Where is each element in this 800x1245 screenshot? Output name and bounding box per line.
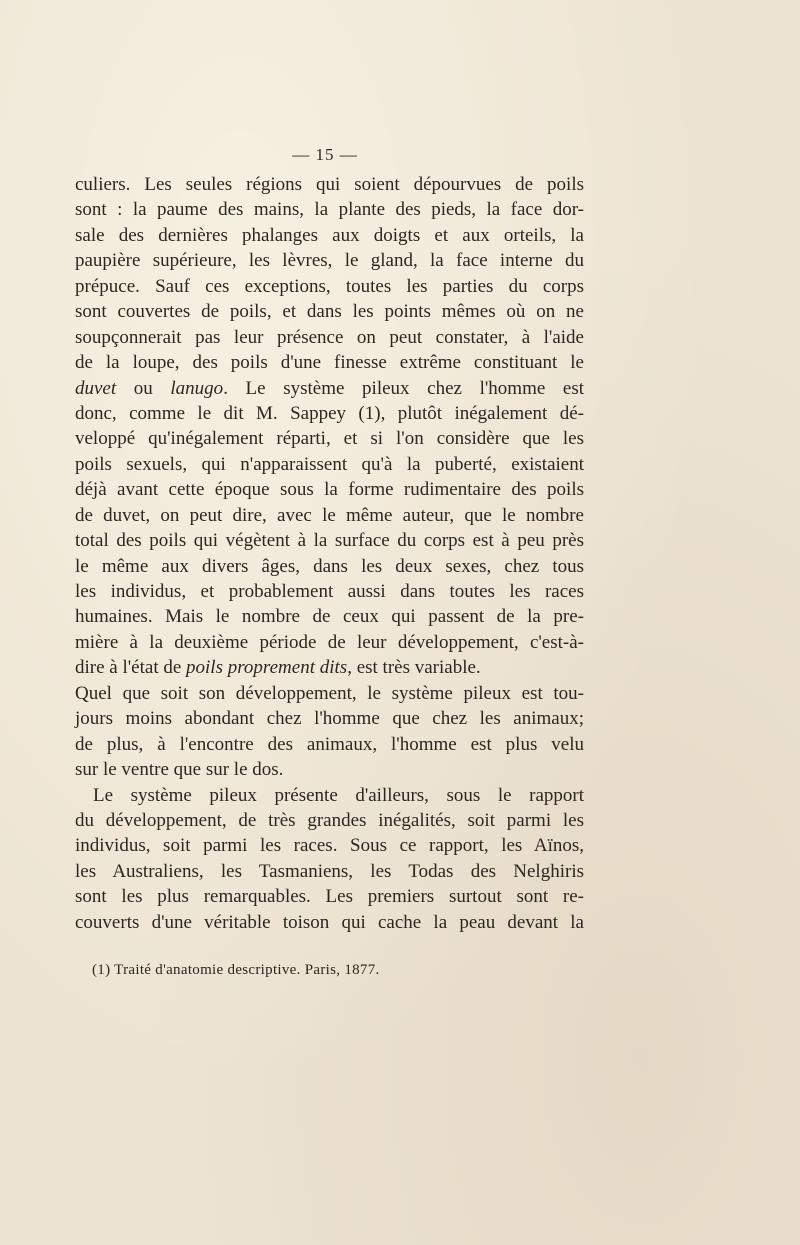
text-segment: ou xyxy=(116,377,171,399)
text-line: veloppé qu'inégalement réparti, et si l'on considère que les xyxy=(75,428,584,450)
text-line: du développement, de très grandes inégalités, soit parmi les xyxy=(75,809,584,831)
text-line: sont les plus remarquables. Les premiers surtout sont re- xyxy=(75,886,584,908)
text-line xyxy=(75,376,584,401)
text-line: de plus, à l'encontre des animaux, l'homme est plus velu xyxy=(75,733,584,755)
text-segment: dire à l'état de xyxy=(75,657,187,679)
text-line: de la loupe, des poils d'une finesse extrême constituant le xyxy=(75,352,584,374)
text-line: Le système pileux présente d'ailleurs, sous le rapport xyxy=(93,784,584,806)
text-line: culiers. Les seules régions qui soient dépourvues de poils xyxy=(75,174,584,195)
text-line: total des poils qui végètent à la surface du corps est à peu près xyxy=(75,530,584,552)
text-line: donc, comme le dit M. Sappey (1), plutôt inégalement dé- xyxy=(75,402,584,424)
text-line: de duvet, on peut dire, avec le même auteur, que le nombre xyxy=(75,504,584,526)
italic-term: lanugo xyxy=(170,377,224,399)
text-segment: , est très variable. xyxy=(347,657,481,679)
italic-term: poils proprement dits xyxy=(186,657,348,679)
text-line: jours moins abondant chez l'homme que chez les animaux; xyxy=(75,708,584,730)
text-line: sont couvertes de poils, et dans les points mêmes où on ne xyxy=(75,301,584,323)
italic-term: duvet xyxy=(75,377,117,399)
footnote: (1) Traité d'anatomie descriptive. Paris, 1877. xyxy=(92,962,380,978)
text-line: individus, soit parmi les races. Sous ce rapport, les Aïnos, xyxy=(75,835,584,857)
text-line: couverts d'une véritable toison qui cache la peau devant la xyxy=(75,911,584,933)
text-line: sur le ventre que sur le dos. xyxy=(75,759,284,781)
body-text xyxy=(75,172,584,935)
text-segment: . Le système pileux chez l'homme est xyxy=(223,377,585,399)
text-line: sale des dernières phalanges aux doigts et aux orteils, la xyxy=(75,224,584,246)
text-line: humaines. Mais le nombre de ceux qui passent de la pre- xyxy=(75,606,584,628)
page-number: — 15 — xyxy=(292,145,358,164)
text-line: les Australiens, les Tasmaniens, les Todas des Nelghiris xyxy=(75,860,584,882)
text-line: poils sexuels, qui n'apparaissent qu'à la puberté, existaient xyxy=(75,453,584,475)
text-line: prépuce. Sauf ces exceptions, toutes les parties du corps xyxy=(75,275,584,297)
text-line xyxy=(75,655,584,680)
text-line: paupière supérieure, les lèvres, le gland, la face interne du xyxy=(75,250,584,272)
text-line: soupçonnerait pas leur présence on peut constater, à l'aide xyxy=(75,326,584,348)
text-line: le même aux divers âges, dans les deux sexes, chez tous xyxy=(75,555,584,577)
text-line: Quel que soit son développement, le système pileux est tou- xyxy=(75,682,584,704)
text-line: déjà avant cette époque sous la forme rudimentaire des poils xyxy=(75,479,584,501)
text-line: mière à la deuxième période de leur développement, c'est-à- xyxy=(75,631,584,653)
text-line: les individus, et probablement aussi dans toutes les races xyxy=(75,581,584,602)
text-line: sont : la paume des mains, la plante des pieds, la face dor- xyxy=(75,199,584,221)
